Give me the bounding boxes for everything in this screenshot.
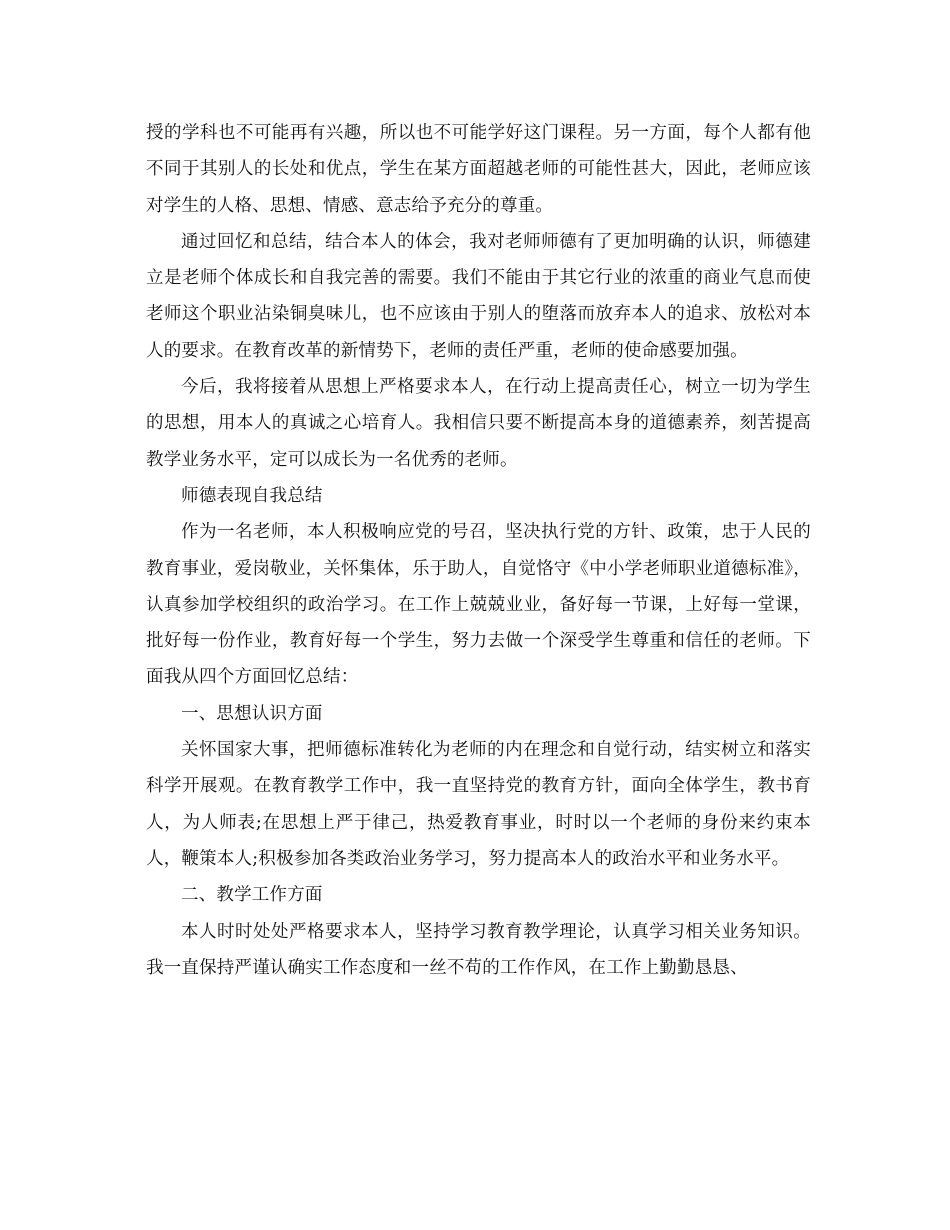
document-page bbox=[146, 115, 811, 986]
section-title-self-summary: 师德表现自我总结 bbox=[181, 485, 323, 506]
paragraph-future-plan: 今后，我将接着从思想上严格要求本人，在行动上提高责任心，树立一切为学生的思想，用本人的真诚之心培育人。我相信只要不断提高本身的道德素养，刻苦提高教学业务水平，定可以成长为一名优秀的老师。 bbox=[146, 377, 811, 470]
heading-teaching-work: 二、教学工作方面 bbox=[181, 885, 323, 906]
heading-ideology: 一、思想认识方面 bbox=[181, 703, 323, 724]
paragraph-teaching-work: 本人时时处处严格要求本人，坚持学习教育教学理论，认真学习相关业务知识。我一直保持严谨认确实工作态度和一丝不苟的工作作风，在工作上勤勤恳恳、 bbox=[146, 921, 811, 978]
paragraph-ideology: 关怀国家大事，把师德标准转化为老师的内在理念和自觉行动，结实树立和落实科学开展观。在教育教学工作中，我一直坚持党的教育方针，面向全体学生，教书育人，为人师表;在思想上严于律己，热爱教育事业，时时以一个老师的身份来约束本人，鞭策本人;积极参加各类政治业务学习，努力提高本人的政治水平和业务水平。 bbox=[146, 740, 811, 869]
paragraph-respect-students: 授的学科也不可能再有兴趣，所以也不可能学好这门课程。另一方面，每个人都有他不同于其别人的长处和优点，学生在某方面超越老师的可能性甚大，因此，老师应该对学生的人格、思想、情感、意志给予充分的尊重。 bbox=[146, 123, 811, 216]
paragraph-intro: 作为一名老师，本人积极响应党的号召，坚决执行党的方针、政策，忠于人民的教育事业，爱岗敬业，关怀集体，乐于助人，自觉恪守《中小学老师职业道德标准》，认真参加学校组织的政治学习。在工作上兢兢业业，备好每一节课，上好每一堂课，批好每一份作业，教育好每一个学生，努力去做一个深受学生尊重和信任的老师。下面我从四个方面回忆总结： bbox=[146, 522, 811, 688]
paragraph-reflection: 通过回忆和总结，结合本人的体会，我对老师师德有了更加明确的认识，师德建立是老师个体成长和自我完善的需要。我们不能由于其它行业的浓重的商业气息而使老师这个职业沾染铜臭味儿，也不应该由于别人的堕落而放弃本人的追求、放松对本人的要求。在教育改革的新情势下，老师的责任严重，老师的使命感要加强。 bbox=[146, 231, 811, 361]
